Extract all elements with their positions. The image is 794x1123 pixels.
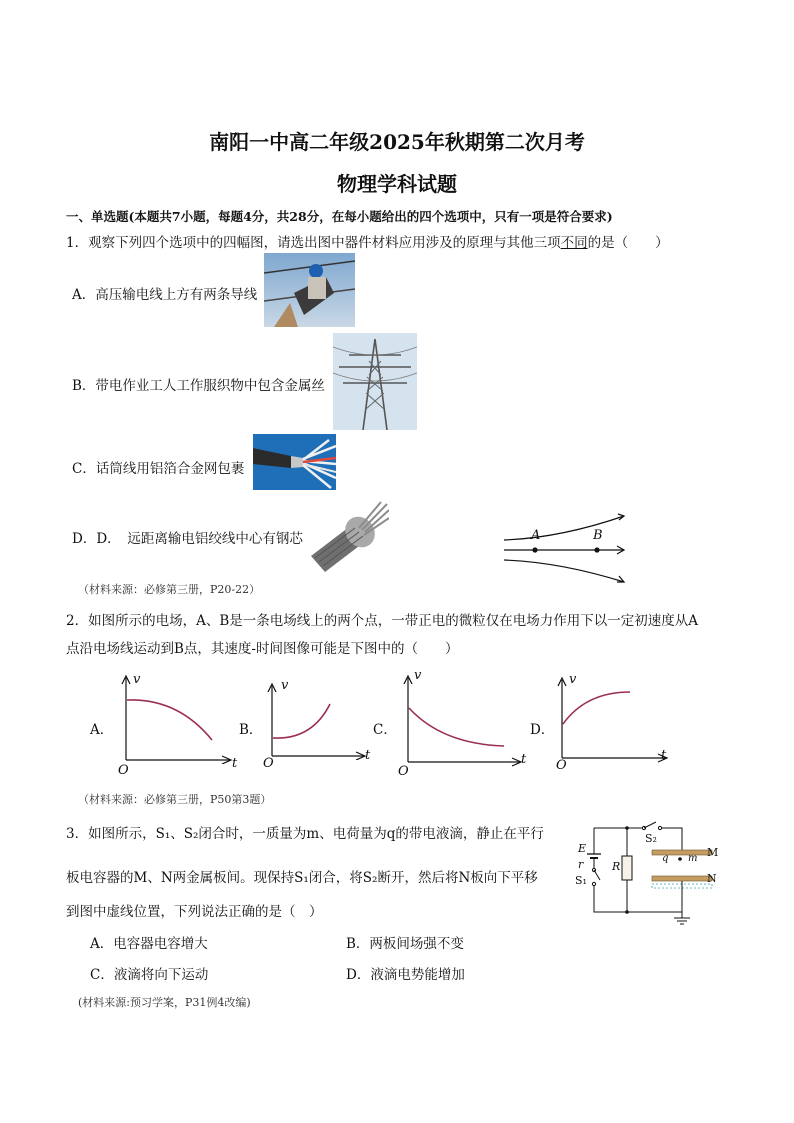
graph-b-t-label: t [365,748,371,763]
q3-option-d: D．液滴电势能增加 [346,967,465,983]
graph-c-origin-label: O [398,764,409,779]
question-2-line-1: 2．如图所示的电场，A、B是一条电场线上的两个点，一带正电的微粒仅在电场力作用下以一定初速度从A [66,613,699,629]
q2-source: （材料来源：必修第三册，P50第3题） [78,793,272,806]
aluminum-strand-photo [307,500,389,572]
graph-b-origin-label: O [263,756,274,771]
graph-c [402,672,528,768]
question-3-line-1: 3．如图所示，S₁、S₂闭合时，一质量为m、电荷量为q的带电液滴，静止在平行 [66,826,544,842]
graph-c-v-label: v [414,668,422,683]
graph-b-curve [273,704,330,738]
circuit-r-resistor-label: R [612,860,621,873]
graph-a-origin-label: O [118,763,129,778]
question-3-line-3: 到图中虚线位置，下列说法正确的是（ ） [66,904,323,920]
circuit-s1-label: S₁ [575,874,587,887]
page-title: 南阳一中高二年级2025年秋期第二次月考 [209,130,585,154]
field-lines-diagram [500,510,630,586]
q1-option-a: A．高压输电线上方有两条导线 [72,287,258,303]
graph-a-v-label: v [133,672,141,687]
circuit-n-label: N [707,872,717,885]
graph-d-v-label: v [569,672,577,687]
graph-d-origin-label: O [556,758,567,773]
q1-option-d: D．D． 远距离输电铝绞线中心有钢芯 [72,531,303,547]
section-heading: 一、单选题(本题共7小题，每题4分，共28分，在每小题给出的四个选项中，只有一项是符合要求) [66,209,613,224]
point-a-dot [532,547,537,552]
graph-b-v-label: v [281,678,289,693]
q3-option-a: A．电容器电容增大 [90,936,208,952]
graph-a-option: A． [90,722,114,738]
microphone-cable-photo [253,434,336,490]
q1-option-b: B．带电作业工人工作服织物中包含金属丝 [72,378,325,394]
graph-a-t-label: t [232,756,238,771]
circuit-s2-label: S₂ [645,832,657,845]
circuit-e-label: E [578,842,587,855]
graph-c-option: C． [373,722,397,738]
graph-d-curve [563,692,630,724]
graph-a-curve [127,700,212,740]
circuit-m-label: M [707,846,719,859]
graph-d-option: D． [530,722,555,738]
page-subtitle: 物理学科试题 [337,172,457,196]
point-a-label: A [531,528,541,543]
q3-option-b: B．两板间场强不变 [346,936,464,952]
transmission-tower-photo [333,333,417,430]
q3-source: (材料来源:预习学案，P31例4改编) [78,996,251,1009]
question-3-line-2: 板电容器的M、N两金属板间。现保持S₁闭合，将S₂断开，然后将N板向下平移 [66,870,538,886]
graph-d [556,674,674,764]
graph-c-t-label: t [521,752,527,767]
point-b-label: B [593,528,603,543]
graph-d-t-label: t [661,748,667,763]
graph-b-option: B． [239,722,263,738]
circuit-m-mass-label: m [688,853,698,864]
circuit-q-label: q [662,853,669,864]
q1-source: （材料来源：必修第三册，P20-22） [78,583,261,596]
circuit-r-label: r [578,858,584,871]
q3-option-c: C．液滴将向下运动 [90,967,209,983]
lineman-photo [264,253,355,327]
question-1-stem: 1．观察下列四个选项中的四幅图，请选出图中器件材料应用涉及的原理与其他三项不同的是（ ） [66,235,669,251]
point-b-dot [594,547,599,552]
question-2-line-2: 点沿电场线运动到B点，其速度-时间图像可能是下图中的（ ） [66,641,459,657]
q1-option-c: C．话筒线用铝箔合金网包裹 [72,461,245,477]
graph-c-curve [409,708,504,746]
